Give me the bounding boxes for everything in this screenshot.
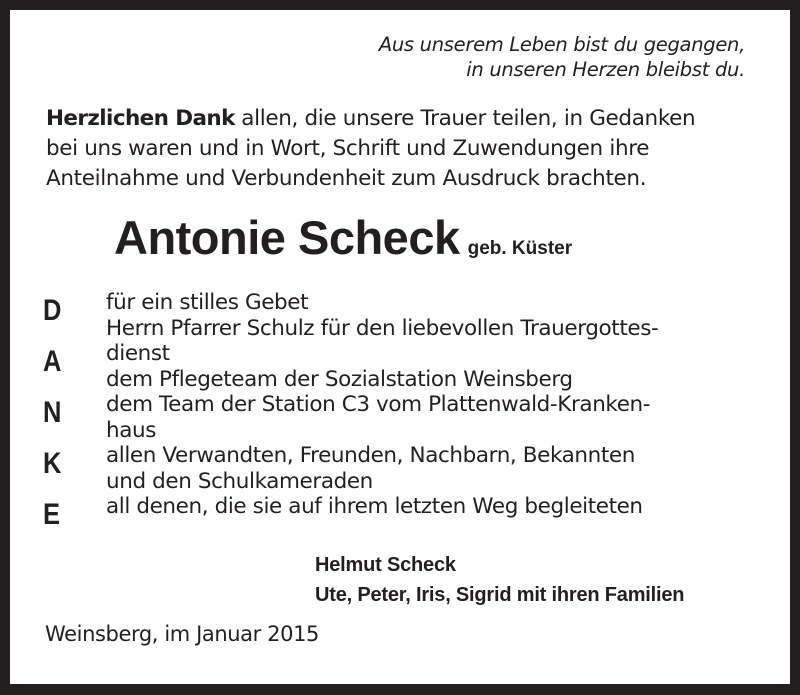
thanks-line: dienst [106, 341, 170, 366]
signers-block [315, 550, 684, 610]
intro-paragraph [46, 104, 766, 194]
obituary-notice-card [10, 10, 790, 684]
danke-letter-d: D [43, 294, 62, 327]
motto-line-1: Aus unserem Leben bist du gegangen, [378, 33, 745, 56]
intro-line-1 [46, 104, 766, 134]
intro-line-1-rest: allen, die unsere Trauer teilen, in Gedanken [234, 106, 696, 131]
deceased-name: Antonie Scheck [114, 211, 460, 264]
place-and-date: Weinsberg, im Januar 2015 [45, 622, 320, 646]
intro-line-2: bei uns waren und in Wort, Schrift und Zuwendungen ihre [46, 136, 650, 161]
deceased-name-row [114, 210, 572, 265]
thanks-list [106, 290, 776, 520]
motto-verse [379, 32, 745, 82]
maiden-name: geb. Küster [467, 238, 573, 259]
thanks-line: Herrn Pfarrer Schulz für den liebevollen Trauergottes- [106, 315, 659, 341]
intro-lead-bold: Herzlichen Dank [46, 106, 235, 131]
signer-line-2: Ute, Peter, Iris, Sigrid mit ihren Familien [315, 584, 685, 606]
intro-line-3: Anteilnahme und Verbundenheit zum Ausdruck brachten. [46, 166, 647, 191]
thanks-line: all denen, die sie auf ihrem letzten Weg begleiteten [106, 494, 643, 519]
signer-line-1: Helmut Scheck [315, 554, 456, 576]
danke-letter-n: N [43, 396, 62, 429]
thanks-line: für ein stilles Gebet [106, 290, 309, 315]
thanks-line: allen Verwandten, Freunden, Nachbarn, Bekannten [106, 443, 635, 468]
thanks-line: dem Team der Station C3 vom Plattenwald-Kranken- [106, 392, 651, 417]
motto-line-2: in unseren Herzen bleibst du. [466, 58, 745, 81]
thanks-line: dem Pflegeteam der Sozialstation Weinsberg [106, 366, 573, 392]
thanks-line: haus [106, 417, 157, 443]
danke-letter-k: K [43, 447, 62, 480]
thanks-line: und den Schulkameraden [106, 468, 373, 494]
danke-letter-e: E [43, 498, 61, 531]
danke-letter-a: A [43, 345, 62, 378]
